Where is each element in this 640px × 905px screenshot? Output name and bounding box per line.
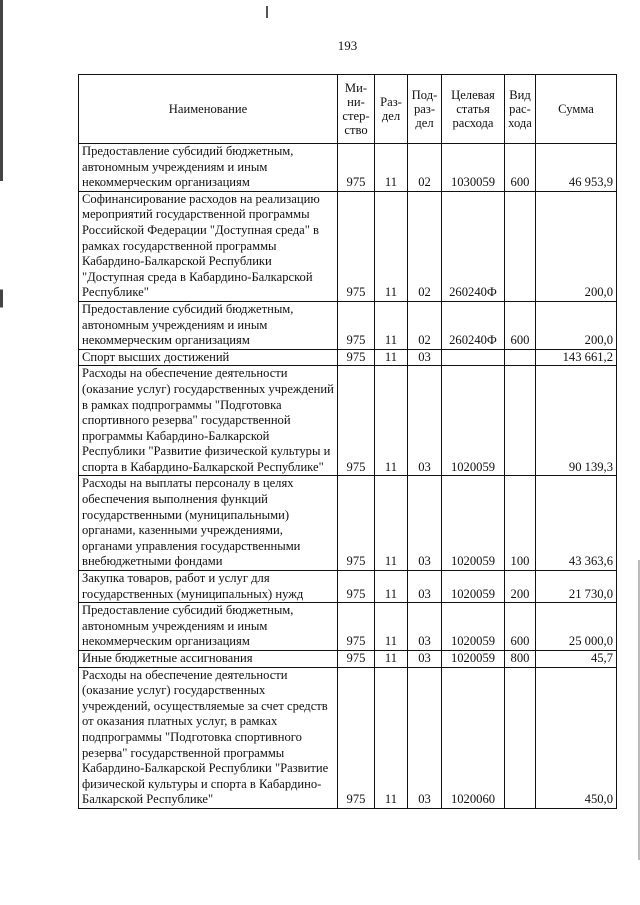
cell-target — [442, 349, 505, 366]
cell-sum: 90 139,3 — [536, 366, 617, 476]
cell-target: 1020059 — [442, 571, 505, 603]
table-row — [79, 651, 617, 668]
table-row — [79, 603, 617, 651]
cell-subsection: 02 — [408, 191, 442, 301]
table-row — [79, 571, 617, 603]
cell-section: 11 — [375, 301, 408, 349]
cell-section: 11 — [375, 191, 408, 301]
cell-sum: 200,0 — [536, 301, 617, 349]
cell-ministry: 975 — [338, 144, 375, 192]
table-row — [79, 349, 617, 366]
cell-section: 11 — [375, 366, 408, 476]
table-header-row — [79, 75, 617, 144]
cell-section: 11 — [375, 603, 408, 651]
cell-sum: 43 363,6 — [536, 476, 617, 571]
header-subsection: Под- раз- дел — [408, 75, 442, 144]
cell-type: 200 — [505, 571, 536, 603]
cell-name: Расходы на выплаты персоналу в целях обеспечения выполнения функций государственными (муниципальными) органами, казенными учреждениями, органами управления государственными внебюджетными фондами — [79, 476, 338, 571]
cell-type: 100 — [505, 476, 536, 571]
table-row — [79, 476, 617, 571]
cell-name: Иные бюджетные ассигнования — [79, 651, 338, 668]
cell-target: 1020060 — [442, 667, 505, 808]
cell-type: 600 — [505, 144, 536, 192]
cell-subsection: 03 — [408, 571, 442, 603]
header-ministry: Ми- ни- стер- ство — [338, 75, 375, 144]
cell-section: 11 — [375, 144, 408, 192]
budget-table — [78, 74, 617, 809]
cell-name: Предоставление субсидий бюджетным, автономным учреждениям и иным некоммерческим организациям — [79, 144, 338, 192]
table-row — [79, 144, 617, 192]
cell-ministry: 975 — [338, 349, 375, 366]
cell-subsection: 02 — [408, 301, 442, 349]
cell-target: 260240Ф — [442, 191, 505, 301]
header-section: Раз- дел — [375, 75, 408, 144]
cell-sum: 46 953,9 — [536, 144, 617, 192]
cell-ministry: 975 — [338, 667, 375, 808]
cell-name: Предоставление субсидий бюджетным, автономным учреждениям и иным некоммерческим организациям — [79, 301, 338, 349]
cell-section: 11 — [375, 476, 408, 571]
cell-ministry: 975 — [338, 301, 375, 349]
cell-target: 1020059 — [442, 366, 505, 476]
cell-type — [505, 191, 536, 301]
cell-type: 600 — [505, 301, 536, 349]
cell-ministry: 975 — [338, 366, 375, 476]
cell-name: Расходы на обеспечение деятельности (оказание услуг) государственных учреждений в рамках подпрограммы "Подготовка спортивного резерва" государственной программы Кабардино-Балкарской Республики "Развитие физической культуры и спорта в Кабардино-Балкарской Республике" — [79, 366, 338, 476]
cell-section: 11 — [375, 571, 408, 603]
cell-name: Расходы на обеспечение деятельности (оказание услуг) государственных учреждений, осуществляемые за счет средств от оказания платных услуг, в рамках подпрограммы "Подготовка спортивного резерва" государственной программы Кабардино-Балкарской Республики "Развитие физической культуры и спорта в Кабардино-Балкарской Республике" — [79, 667, 338, 808]
cell-subsection: 03 — [408, 349, 442, 366]
cell-ministry: 975 — [338, 476, 375, 571]
table-row — [79, 366, 617, 476]
cell-section: 11 — [375, 667, 408, 808]
cell-ministry: 975 — [338, 603, 375, 651]
cell-type — [505, 349, 536, 366]
cell-type — [505, 366, 536, 476]
cell-type: 800 — [505, 651, 536, 668]
page-number: 193 — [337, 38, 358, 53]
cell-sum: 25 000,0 — [536, 603, 617, 651]
cell-subsection: 03 — [408, 667, 442, 808]
cell-type — [505, 667, 536, 808]
cell-sum: 450,0 — [536, 667, 617, 808]
cell-target: 260240Ф — [442, 301, 505, 349]
cell-subsection: 03 — [408, 603, 442, 651]
cell-subsection: 03 — [408, 366, 442, 476]
cell-ministry: 975 — [338, 571, 375, 603]
cell-subsection: 03 — [408, 651, 442, 668]
cell-name: Закупка товаров, работ и услуг для государственных (муниципальных) нужд — [79, 571, 338, 603]
cell-sum: 45,7 — [536, 651, 617, 668]
header-name: Наименование — [79, 75, 338, 144]
cell-name: Предоставление субсидий бюджетным, автономным учреждениям и иным некоммерческим организациям — [79, 603, 338, 651]
cell-ministry: 975 — [338, 651, 375, 668]
header-sum: Сумма — [536, 75, 617, 144]
cell-target: 1020059 — [442, 651, 505, 668]
cell-type: 600 — [505, 603, 536, 651]
cell-name: Спорт высших достижений — [79, 349, 338, 366]
cell-subsection: 02 — [408, 144, 442, 192]
table-row — [79, 191, 617, 301]
cell-section: 11 — [375, 349, 408, 366]
cell-section: 11 — [375, 651, 408, 668]
header-type: Вид рас- хода — [505, 75, 536, 144]
cell-target: 1030059 — [442, 144, 505, 192]
cell-sum: 143 661,2 — [536, 349, 617, 366]
cell-name: Софинансирование расходов на реализацию мероприятий государственной программы Российской Федерации "Доступная среда" в рамках государственной программы Кабардино-Балкарской Республики "Доступная среда в Кабардино-Балкарской Республике" — [79, 191, 338, 301]
scan-left-edge — [0, 0, 3, 905]
cell-subsection: 03 — [408, 476, 442, 571]
cell-sum: 21 730,0 — [536, 571, 617, 603]
scan-mark — [266, 6, 268, 18]
table-row — [79, 301, 617, 349]
cell-sum: 200,0 — [536, 191, 617, 301]
table-row — [79, 667, 617, 808]
cell-target: 1020059 — [442, 476, 505, 571]
cell-target: 1020059 — [442, 603, 505, 651]
cell-ministry: 975 — [338, 191, 375, 301]
header-target: Целевая статья расхода — [442, 75, 505, 144]
